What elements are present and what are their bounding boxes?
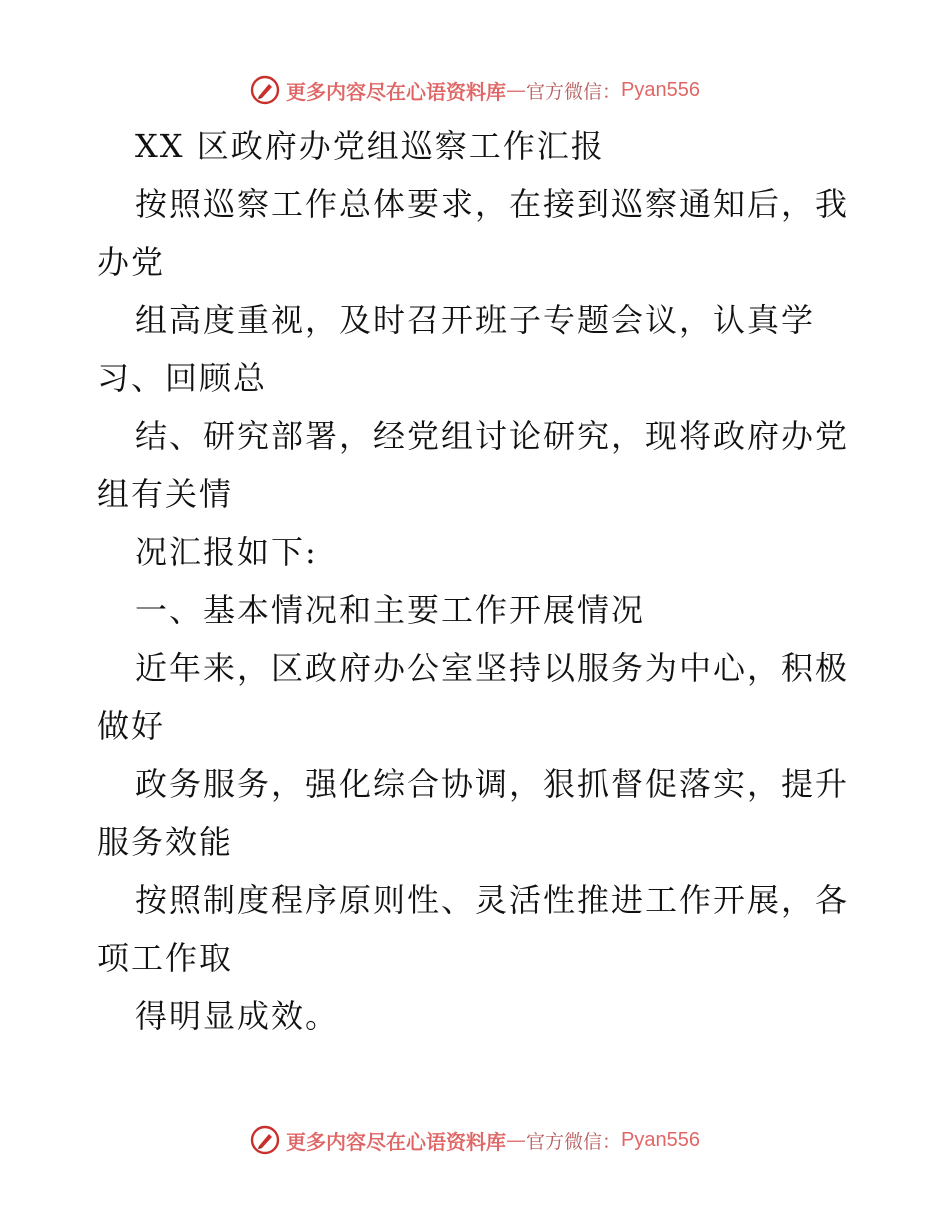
doc-line: 做好 [97, 707, 166, 745]
doc-line: 政务服务，强化综合协调，狠抓督促落实，提升 [135, 765, 850, 803]
banner-official-label: 官方微信： [526, 80, 622, 103]
doc-line: 按照巡察工作总体要求，在接到巡察通知后，我 [135, 185, 850, 223]
doc-line: 习、回顾总 [97, 359, 268, 397]
banner-dash: — [506, 78, 526, 102]
doc-line: 办党 [97, 243, 166, 281]
doc-section-heading: 一、基本情况和主要工作开展情况 [135, 591, 646, 629]
footer-banner [0, 1120, 950, 1160]
doc-line: 组高度重视，及时召开班子专题会议，认真学 [135, 301, 816, 339]
doc-line: 项工作取 [97, 939, 234, 977]
doc-line: 服务效能 [97, 823, 234, 861]
banner-site-text: 更多内容尽在心语资料库 [286, 1129, 506, 1154]
banner-wechat-id: Pyan556 [621, 78, 700, 101]
doc-line: 组有关情 [97, 475, 234, 513]
pen-logo-icon [250, 1125, 280, 1155]
doc-title: XX 区政府办党组巡察工作汇报 [135, 127, 605, 165]
doc-line: 近年来，区政府办公室坚持以服务为中心，积极 [135, 649, 850, 687]
banner-wechat-id: Pyan556 [621, 1128, 700, 1151]
pen-logo-icon [250, 75, 280, 105]
doc-line: 况汇报如下: [135, 533, 318, 571]
doc-line: 得明显成效。 [135, 997, 340, 1035]
banner-official-label: 官方微信： [526, 1130, 622, 1153]
document-body [97, 117, 857, 1045]
doc-line: 按照制度程序原则性、灵活性推进工作开展，各 [135, 881, 850, 919]
banner-dash: — [506, 1128, 526, 1152]
doc-line: 结、研究部署，经党组讨论研究，现将政府办党 [135, 417, 850, 455]
banner-site-text: 更多内容尽在心语资料库 [286, 79, 506, 104]
header-banner [0, 70, 950, 110]
